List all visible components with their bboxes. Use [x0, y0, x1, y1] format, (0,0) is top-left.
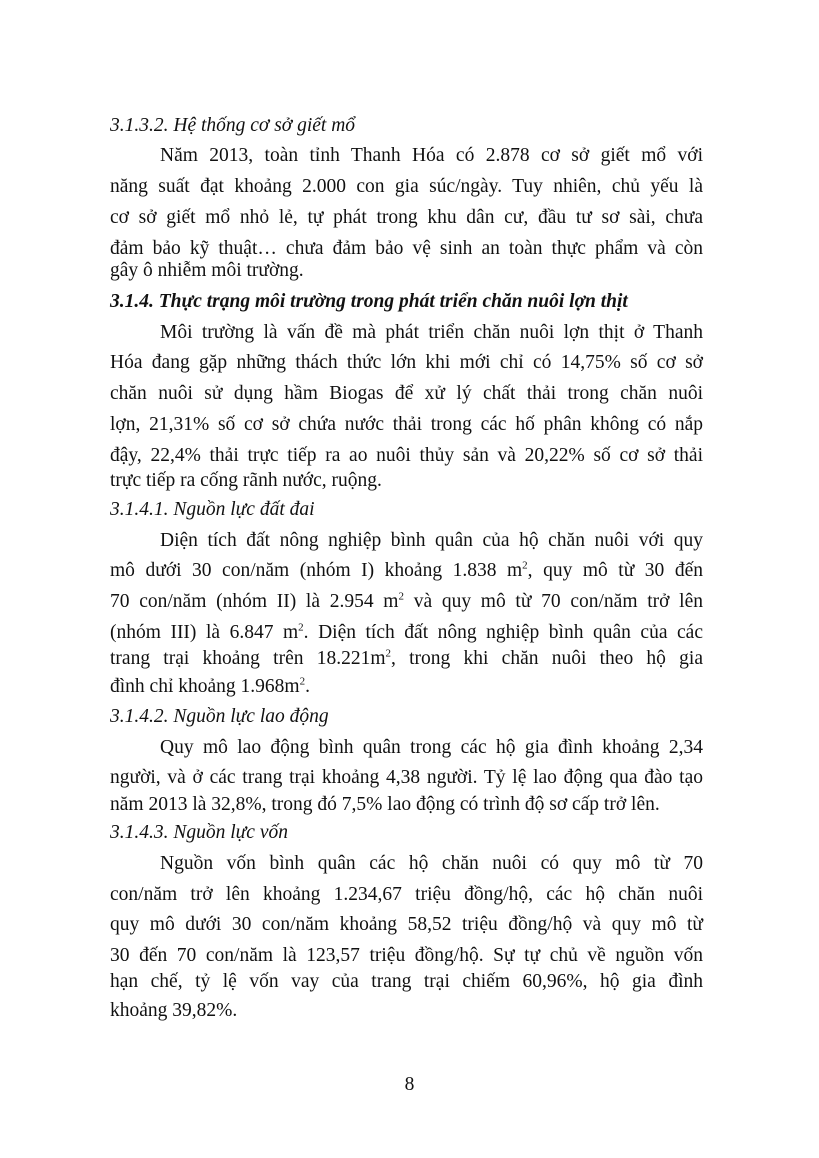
paragraph-line: quy mô dưới 30 con/năm khoảng 58,52 triệu đồng/hộ và quy mô từ — [110, 914, 703, 935]
paragraph-line: cơ sở giết mổ nhỏ lẻ, tự phát trong khu dân cư, đầu tư sơ sài, chưa — [110, 207, 703, 228]
paragraph-line: trực tiếp ra cống rãnh nước, ruộng. — [110, 470, 382, 491]
text-run: . Diện tích đất nông nghiệp bình quân của các — [303, 622, 703, 643]
paragraph-line: 30 đến 70 con/năm là 123,57 triệu đồng/hộ. Sự tự chủ về nguồn vốn — [110, 945, 703, 966]
text-run: 70 con/năm (nhóm II) là 2.954 m — [110, 591, 399, 612]
paragraph-line — [110, 556, 703, 586]
superscript: 2 — [298, 621, 304, 634]
paragraph-line: Quy mô lao động bình quân trong các hộ gia đình khoảng 2,34 — [160, 737, 703, 758]
text-run: mô dưới 30 con/năm (nhóm I) khoảng 1.838 m — [110, 560, 523, 581]
paragraph-line: con/năm trở lên khoảng 1.234,67 triệu đồng/hộ, các hộ chăn nuôi — [110, 884, 703, 905]
superscript: 2 — [398, 590, 404, 603]
paragraph-line: năm 2013 là 32,8%, trong đó 7,5% lao động có trình độ sơ cấp trở lên. — [110, 794, 660, 815]
paragraph-line: năng suất đạt khoảng 2.000 con gia súc/ngày. Tuy nhiên, chủ yếu là — [110, 176, 703, 197]
superscript: 2 — [522, 559, 528, 572]
text-run: trang trại khoảng trên 18.221m — [110, 648, 386, 669]
paragraph-line — [110, 587, 703, 617]
superscript: 2 — [299, 675, 306, 688]
paragraph-line — [110, 644, 703, 674]
paragraph-line: Môi trường là vấn đề mà phát triển chăn nuôi lợn thịt ở Thanh — [160, 322, 703, 343]
paragraph-line: Năm 2013, toàn tỉnh Thanh Hóa có 2.878 cơ sở giết mổ với — [160, 145, 703, 166]
paragraph-line: đậy, 22,4% thải trực tiếp ra ao nuôi thủy sản và 20,22% số cơ sở thải — [110, 445, 703, 466]
paragraph-line — [110, 672, 703, 702]
paragraph-line: Diện tích đất nông nghiệp bình quân của hộ chăn nuôi với quy — [160, 530, 703, 551]
paragraph-line: người, và ở các trang trại khoảng 4,38 người. Tỷ lệ lao động qua đào tạo — [110, 767, 703, 788]
text-run: . — [305, 676, 310, 697]
text-run: đình chỉ khoảng 1.968m — [110, 676, 300, 697]
paragraph-line: Nguồn vốn bình quân các hộ chăn nuôi có quy mô từ 70 — [160, 853, 703, 874]
text-run: , trong khi chăn nuôi theo hộ gia — [391, 648, 703, 669]
text-run: , quy mô từ 30 đến — [527, 560, 703, 581]
superscript: 2 — [385, 647, 392, 660]
section-heading-3-1-4: 3.1.4. Thực trạng môi trường trong phát triển chăn nuôi lợn thịt — [110, 291, 628, 312]
section-heading-3-1-4-3: 3.1.4.3. Nguồn lực vốn — [110, 822, 288, 843]
section-heading-3-1-4-1: 3.1.4.1. Nguồn lực đất đai — [110, 499, 315, 520]
paragraph-line: khoảng 39,82%. — [110, 1000, 238, 1021]
text-run: (nhóm III) là 6.847 m — [110, 622, 299, 643]
paragraph-line: lợn, 21,31% số cơ sở chứa nước thải trong các hố phân không có nắp — [110, 414, 703, 435]
paragraph-line: gây ô nhiễm môi trường. — [110, 260, 304, 281]
paragraph-line: hạn chế, tỷ lệ vốn vay của trang trại chiếm 60,96%, hộ gia đình — [110, 971, 703, 992]
paragraph-line: Hóa đang gặp những thách thức lớn khi mới chỉ có 14,75% số cơ sở — [110, 352, 703, 373]
paragraph-line: chăn nuôi sử dụng hầm Biogas để xử lý chất thải trong chăn nuôi — [110, 383, 703, 404]
section-heading-3-1-3-2: 3.1.3.2. Hệ thống cơ sở giết mổ — [110, 115, 356, 136]
paragraph-line: đảm bảo kỹ thuật… chưa đảm bảo vệ sinh an toàn thực phẩm và còn — [110, 238, 703, 259]
page-number: 8 — [404, 1074, 415, 1095]
text-run: và quy mô từ 70 con/năm trở lên — [403, 591, 703, 612]
section-heading-3-1-4-2: 3.1.4.2. Nguồn lực lao động — [110, 706, 329, 727]
